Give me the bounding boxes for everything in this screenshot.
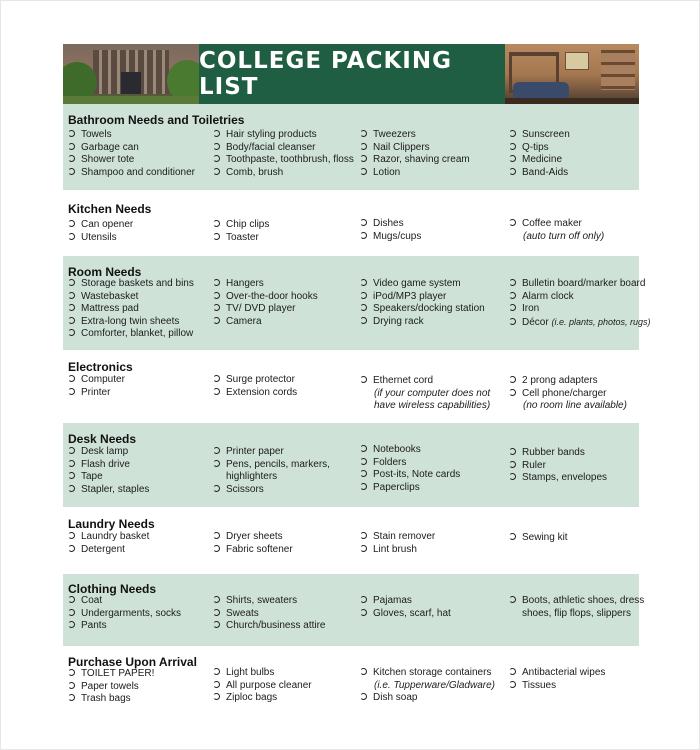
list-item: Mugs/cups <box>360 231 421 244</box>
list-item: Church/business attire <box>213 620 326 633</box>
list-item: Iron <box>509 303 651 316</box>
list-item: Comforter, blanket, pillow <box>68 328 194 341</box>
list-item-continuation: shoes, flip flops, slippers <box>522 607 631 619</box>
list-item: Extension cords <box>213 387 297 400</box>
column-2 <box>213 374 297 399</box>
section-laundry <box>63 507 639 574</box>
list-item: Detergent <box>68 544 149 557</box>
list-item: Pajamas <box>360 595 451 608</box>
list-item: Ziploc bags <box>213 692 312 705</box>
column-3 <box>360 595 451 620</box>
section-heading: Clothing Needs <box>68 582 157 596</box>
list-item: Undergarments, socks <box>68 608 181 621</box>
list-item: Pants <box>68 620 181 633</box>
column-4 <box>509 278 651 328</box>
list-item: Medicine <box>509 154 570 167</box>
list-item: Stamps, envelopes <box>509 472 607 485</box>
list-item: Coat <box>68 595 181 608</box>
column-1 <box>68 129 195 179</box>
list-item: Wastebasket <box>68 291 194 304</box>
list-item: Garbage can <box>68 142 195 155</box>
column-2 <box>213 531 293 556</box>
list-item: Drying rack <box>360 316 485 329</box>
list-item: Body/facial cleanser <box>213 142 354 155</box>
column-1 <box>68 668 154 706</box>
column-4 <box>509 129 570 179</box>
title-band <box>199 44 505 104</box>
list-item: Laundry basket <box>68 531 149 544</box>
list-item: Lotion <box>360 167 470 180</box>
column-4 <box>509 375 627 413</box>
column-3 <box>360 375 490 413</box>
list-item: Light bulbs <box>213 667 312 680</box>
section-heading: Kitchen Needs <box>68 202 152 216</box>
list-item: Notebooks <box>360 444 460 457</box>
section-heading: Electronics <box>68 360 133 374</box>
section-heading: Bathroom Needs and Toiletries <box>68 113 245 127</box>
list-item: Sewing kit <box>509 532 568 545</box>
list-item: Ethernet cord <box>360 375 490 388</box>
list-item: Chip clips <box>213 219 269 232</box>
item-note: (auto turn off only) <box>523 230 605 242</box>
list-item: Hair styling products <box>213 129 354 142</box>
column-2 <box>213 667 312 705</box>
list-item: Tape <box>68 471 149 484</box>
column-4 <box>509 532 568 545</box>
list-item: Extra-long twin sheets <box>68 316 194 329</box>
list-item: Surge protector <box>213 374 297 387</box>
list-item: Bulletin board/marker board <box>509 278 651 291</box>
list-item: Kitchen storage containers <box>360 667 495 680</box>
item-note: have wireless capabilities) <box>374 400 491 411</box>
list-item: Printer paper <box>213 446 330 459</box>
list-item: Folders <box>360 457 460 470</box>
list-item: Toaster <box>213 232 269 245</box>
list-item: Cell phone/charger <box>509 388 627 401</box>
list-item: Stapler, staples <box>68 484 149 497</box>
list-item: Ruler <box>509 460 607 473</box>
list-item: Paper towels <box>68 681 154 694</box>
column-1 <box>68 531 149 556</box>
campus-building-photo <box>63 44 199 104</box>
item-note: (if your computer does not <box>374 387 491 399</box>
list-item: Dishes <box>360 218 421 231</box>
list-item: Camera <box>213 316 318 329</box>
list-item-continuation: highlighters <box>226 471 278 482</box>
column-4 <box>509 667 605 692</box>
list-item: Can opener <box>68 219 133 232</box>
list-item: Tweezers <box>360 129 470 142</box>
column-2 <box>213 219 269 244</box>
list-item: Storage baskets and bins <box>68 278 194 291</box>
column-1 <box>68 446 149 496</box>
section-desk <box>63 423 639 507</box>
item-note: (no room line available) <box>523 400 627 411</box>
list-item: 2 prong adapters <box>509 375 627 388</box>
list-item: Pens, pencils, markers, <box>213 459 330 472</box>
column-4 <box>509 447 607 485</box>
section-room <box>63 256 651 350</box>
column-2 <box>213 278 318 328</box>
section-heading: Laundry Needs <box>68 517 155 531</box>
section-electronics <box>63 350 639 423</box>
list-item: Computer <box>68 374 125 387</box>
section-heading: Purchase Upon Arrival <box>68 655 197 669</box>
list-item: Razor, shaving cream <box>360 154 470 167</box>
column-3 <box>360 129 470 179</box>
list-item: Antibacterial wipes <box>509 667 605 680</box>
list-item: Alarm clock <box>509 291 651 304</box>
section-bathroom <box>63 104 639 190</box>
item-note: (i.e. Tupperware/Gladware) <box>374 679 495 691</box>
list-item: Q-tips <box>509 142 570 155</box>
column-1 <box>68 374 125 399</box>
list-item: Desk lamp <box>68 446 149 459</box>
column-4 <box>509 218 604 243</box>
list-item: Trash bags <box>68 693 154 706</box>
list-item: Comb, brush <box>213 167 354 180</box>
list-item: Band-Aids <box>509 167 570 180</box>
section-kitchen <box>63 190 639 256</box>
list-item: Dish soap <box>360 692 495 705</box>
list-item: iPod/MP3 player <box>360 291 485 304</box>
column-2 <box>213 129 354 179</box>
list-item: Video game system <box>360 278 485 291</box>
section-clothing <box>63 574 645 646</box>
list-item: Paperclips <box>360 482 460 495</box>
column-3 <box>360 218 421 243</box>
column-2 <box>213 595 326 633</box>
column-3 <box>360 444 460 494</box>
list-item: Lint brush <box>360 544 435 557</box>
list-item: Mattress pad <box>68 303 194 316</box>
list-item: Gloves, scarf, hat <box>360 608 451 621</box>
page-title: COLLEGE PACKING LIST <box>199 48 452 100</box>
list-item: Sweats <box>213 608 326 621</box>
column-3 <box>360 531 435 556</box>
column-3 <box>360 667 495 705</box>
list-item: TV/ DVD player <box>213 303 318 316</box>
column-4 <box>509 595 644 620</box>
list-item: Tissues <box>509 680 605 693</box>
list-item: Shower tote <box>68 154 195 167</box>
list-item: Fabric softener <box>213 544 293 557</box>
list-item: Flash drive <box>68 459 149 472</box>
column-2 <box>213 446 330 496</box>
section-heading: Desk Needs <box>68 432 137 446</box>
list-item: Over-the-door hooks <box>213 291 318 304</box>
list-item: Shirts, sweaters <box>213 595 326 608</box>
dorm-room-photo <box>505 44 639 104</box>
list-item: Printer <box>68 387 125 400</box>
section-purchase <box>63 646 639 712</box>
list-item: Dryer sheets <box>213 531 293 544</box>
column-3 <box>360 278 485 328</box>
list-item: Boots, athletic shoes, dress <box>509 595 644 608</box>
list-item: Speakers/docking station <box>360 303 485 316</box>
list-item: Scissors <box>213 484 330 497</box>
list-item: Shampoo and conditioner <box>68 167 195 180</box>
list-item: Post-its, Note cards <box>360 469 460 482</box>
list-item: Rubber bands <box>509 447 607 460</box>
list-item: TOILET PAPER! <box>68 668 154 681</box>
column-1 <box>68 278 194 341</box>
column-1 <box>68 219 133 244</box>
list-item: Utensils <box>68 232 133 245</box>
list-item: Hangers <box>213 278 318 291</box>
list-item: All purpose cleaner <box>213 680 312 693</box>
header-banner <box>63 44 639 104</box>
list-item: Towels <box>68 129 195 142</box>
section-heading: Room Needs <box>68 265 142 279</box>
list-item: Nail Clippers <box>360 142 470 155</box>
list-item: Toothpaste, toothbrush, floss <box>213 154 354 167</box>
list-item: Stain remover <box>360 531 435 544</box>
list-item: Décor (i.e. plants, photos, rugs) <box>509 316 651 329</box>
list-item: Coffee maker <box>509 218 604 231</box>
column-1 <box>68 595 181 633</box>
list-item: Sunscreen <box>509 129 570 142</box>
